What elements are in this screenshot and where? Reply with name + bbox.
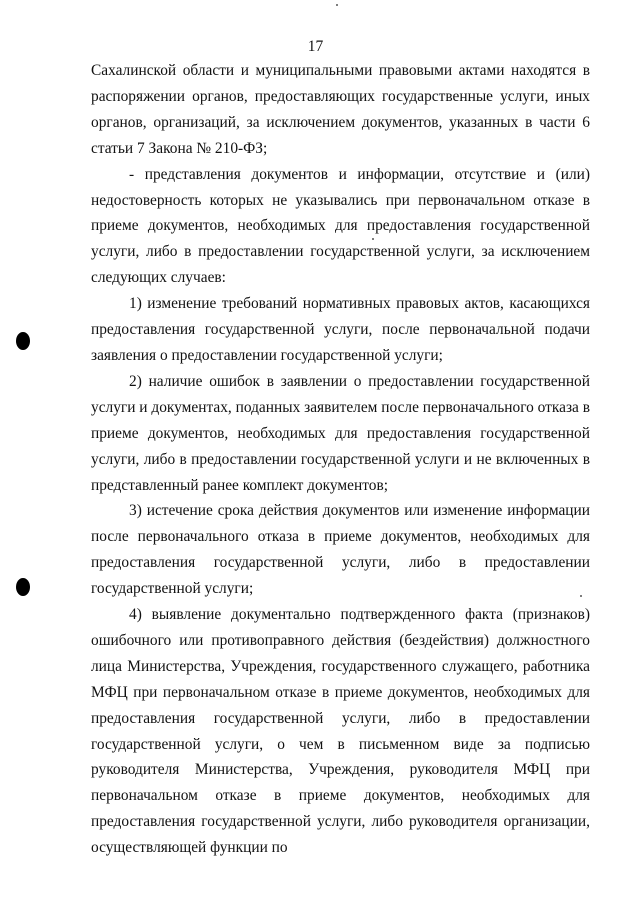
paragraph-dash-item: - представления документов и информации, отсутствие и (или) недостоверность которых не указывались при первоначальном отказе в приеме документов, необходимых для предоставления государственной услуги, либо в предоставлении государственной услуги, за исключением следующих случаев:: [91, 165, 590, 287]
paragraph-continuation: Сахалинской области и муниципальными правовыми актами находятся в распоряжении органов, предоставляющих государственные услуги, иных органов, организаций, за исключением документов, указанных в части 6 статьи 7 Закона № 210-ФЗ;: [91, 62, 590, 157]
paragraph-item-1: 1) изменение требований нормативных правовых актов, касающихся предоставления государственной услуги, после первоначальной подачи заявления о предоставлении государственной услуги;: [91, 295, 590, 364]
paragraph-item-2: 2) наличие ошибок в заявлении о предоставлении государственной услуги и документах, поданных заявителем после первоначального отказа в приеме документов, необходимых для предоставления государственной услуги, либо в предоставлении государственной услуги и не включенных в представленный ранее комплект документов;: [91, 372, 590, 494]
paragraph-item-3: 3) истечение срока действия документов или изменение информации после первоначального отказа в приеме документов, необходимых для предоставления государственной услуги, либо в предоставлении государственной услуги;: [91, 502, 590, 598]
punch-hole-top: [16, 332, 30, 350]
punch-hole-bottom: [16, 578, 30, 596]
scan-speck: [336, 4, 338, 6]
page-number: 17: [307, 38, 324, 55]
paragraph-item-4: 4) выявление документально подтвержденного факта (признаков) ошибочного или противоправного действия (бездействия) должностного лица Министерства, Учреждения, государственного служащего, работника МФЦ при первоначальном отказе в приеме документов, необходимых для предоставления государственной услуги, либо в предоставлении государственной услуги, о чем в письменном виде за подписью руководителя Министерства, Учреждения, руководителя МФЦ при первоначальном отказе в приеме документов, необходимых для предоставления государственной услуги, либо руководителя организации, осуществляющей функции по: [91, 606, 590, 857]
body-text: [91, 58, 590, 861]
